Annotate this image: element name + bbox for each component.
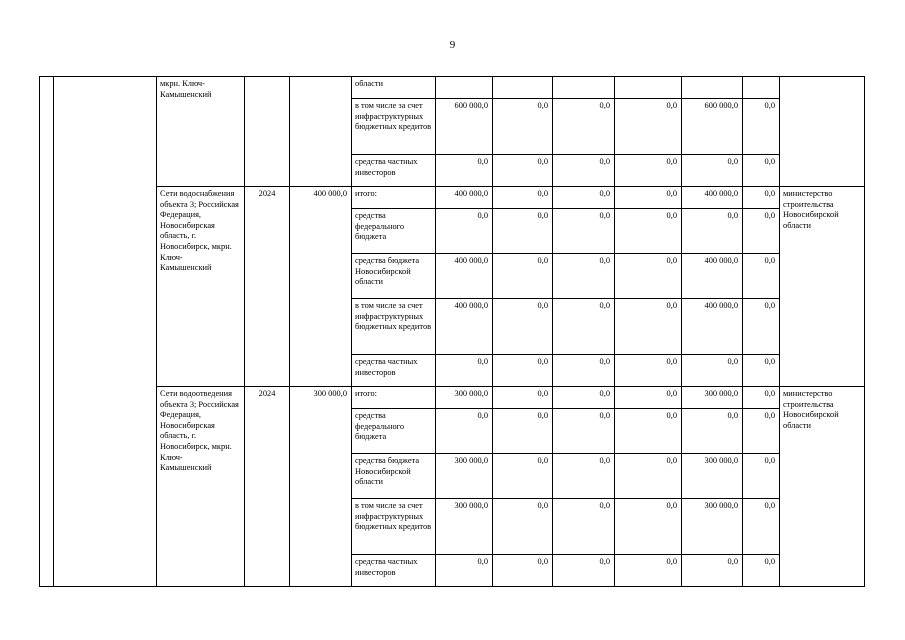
value-cell: 0,0 <box>493 409 553 454</box>
value-cell: 0,0 <box>615 454 682 499</box>
value-cell: 0,0 <box>553 555 615 587</box>
value-cell: 0,0 <box>436 209 493 254</box>
value-cell: 0,0 <box>436 155 493 187</box>
value-cell: 0,0 <box>436 555 493 587</box>
value-cell: 0,0 <box>553 155 615 187</box>
value-cell: 400 000,0 <box>436 254 493 299</box>
value-cell: 0,0 <box>493 254 553 299</box>
value-cell: 0,0 <box>553 187 615 209</box>
value-cell: 0,0 <box>743 187 780 209</box>
value-cell: 0,0 <box>493 355 553 387</box>
value-cell: 0,0 <box>743 555 780 587</box>
value-cell: 0,0 <box>493 454 553 499</box>
value-cell: 0,0 <box>615 187 682 209</box>
value-cell: 400 000,0 <box>682 299 743 355</box>
value-cell: 0,0 <box>553 387 615 409</box>
value-cell <box>553 77 615 99</box>
funding-source-cell: средства частных инвесторов <box>352 355 436 387</box>
value-cell: 0,0 <box>743 299 780 355</box>
value-cell: 0,0 <box>743 499 780 555</box>
value-cell: 0,0 <box>615 387 682 409</box>
value-cell: 400 000,0 <box>682 187 743 209</box>
value-cell: 0,0 <box>615 155 682 187</box>
value-cell: 0,0 <box>493 209 553 254</box>
value-cell: 0,0 <box>615 254 682 299</box>
funding-source-cell: средства федерального бюджета <box>352 209 436 254</box>
funding-source-cell: в том числе за счет инфраструктурных бюджетных кредитов <box>352 99 436 155</box>
responsible-agency-cell: министерство строительства Новосибирской области <box>780 187 865 387</box>
value-cell: 0,0 <box>493 99 553 155</box>
funding-source-cell: области <box>352 77 436 99</box>
value-cell <box>615 77 682 99</box>
value-cell <box>493 77 553 99</box>
value-cell: 0,0 <box>493 499 553 555</box>
value-cell: 0,0 <box>553 299 615 355</box>
value-cell: 400 000,0 <box>436 299 493 355</box>
budget-table <box>39 76 865 587</box>
value-cell <box>743 77 780 99</box>
value-cell: 0,0 <box>553 409 615 454</box>
value-cell: 0,0 <box>743 355 780 387</box>
value-cell: 0,0 <box>553 209 615 254</box>
object-total-cell <box>290 77 352 187</box>
responsible-agency-cell: министерство строительства Новосибирской области <box>780 387 865 587</box>
value-cell: 0,0 <box>493 387 553 409</box>
value-cell: 0,0 <box>553 499 615 555</box>
value-cell: 600 000,0 <box>436 99 493 155</box>
value-cell: 400 000,0 <box>682 254 743 299</box>
value-cell: 0,0 <box>615 99 682 155</box>
value-cell: 0,0 <box>615 355 682 387</box>
funding-source-cell: итого: <box>352 387 436 409</box>
year-cell <box>245 77 290 187</box>
value-cell: 0,0 <box>493 187 553 209</box>
value-cell: 0,0 <box>553 254 615 299</box>
object-name-cell: Сети водоотведения объекта 3; Российская Федерация, Новосибирская область, г. Новосибирск, мкрн. Ключ- Камышенский <box>157 387 245 587</box>
value-cell: 0,0 <box>682 155 743 187</box>
table-row <box>40 187 865 209</box>
year-cell: 2024 <box>245 187 290 387</box>
value-cell: 0,0 <box>493 155 553 187</box>
object-name-cell: Сети водоснабжения объекта 3; Российская Федерация, Новосибирская область, г. Новосибирск, мкрн. Ключ- Камышенский <box>157 187 245 387</box>
group-name-cell <box>54 77 157 587</box>
value-cell <box>682 77 743 99</box>
value-cell: 0,0 <box>553 454 615 499</box>
value-cell: 0,0 <box>615 499 682 555</box>
object-total-cell: 400 000,0 <box>290 187 352 387</box>
value-cell <box>436 77 493 99</box>
value-cell: 0,0 <box>743 155 780 187</box>
table-row <box>40 387 865 409</box>
year-cell: 2024 <box>245 387 290 587</box>
object-total-cell: 300 000,0 <box>290 387 352 587</box>
value-cell: 0,0 <box>682 409 743 454</box>
funding-source-cell: средства частных инвесторов <box>352 155 436 187</box>
value-cell: 300 000,0 <box>436 499 493 555</box>
value-cell: 300 000,0 <box>682 454 743 499</box>
value-cell: 0,0 <box>615 555 682 587</box>
value-cell: 0,0 <box>493 555 553 587</box>
value-cell: 300 000,0 <box>436 454 493 499</box>
value-cell: 0,0 <box>615 409 682 454</box>
value-cell: 0,0 <box>743 387 780 409</box>
value-cell: 0,0 <box>615 209 682 254</box>
value-cell: 0,0 <box>493 299 553 355</box>
value-cell: 0,0 <box>743 254 780 299</box>
funding-source-cell: средства бюджета Новосибирской области <box>352 454 436 499</box>
value-cell: 300 000,0 <box>436 387 493 409</box>
value-cell: 0,0 <box>436 409 493 454</box>
value-cell: 600 000,0 <box>682 99 743 155</box>
value-cell: 0,0 <box>743 209 780 254</box>
funding-source-cell: в том числе за счет инфраструктурных бюджетных кредитов <box>352 299 436 355</box>
value-cell: 0,0 <box>682 555 743 587</box>
responsible-agency-cell <box>780 77 865 187</box>
object-name-cell: мкрн. Ключ- Камышенский <box>157 77 245 187</box>
table-row <box>40 77 865 99</box>
page-number: 9 <box>449 39 456 51</box>
value-cell: 0,0 <box>436 355 493 387</box>
value-cell: 0,0 <box>682 209 743 254</box>
value-cell: 300 000,0 <box>682 499 743 555</box>
funding-source-cell: средства бюджета Новосибирской области <box>352 254 436 299</box>
value-cell: 0,0 <box>743 454 780 499</box>
value-cell: 0,0 <box>553 99 615 155</box>
value-cell: 400 000,0 <box>436 187 493 209</box>
value-cell: 300 000,0 <box>682 387 743 409</box>
value-cell: 0,0 <box>743 409 780 454</box>
row-index-cell <box>40 77 54 587</box>
value-cell: 0,0 <box>682 355 743 387</box>
funding-source-cell: средства федерального бюджета <box>352 409 436 454</box>
funding-source-cell: итого: <box>352 187 436 209</box>
value-cell: 0,0 <box>743 99 780 155</box>
funding-source-cell: в том числе за счет инфраструктурных бюджетных кредитов <box>352 499 436 555</box>
funding-source-cell: средства частных инвесторов <box>352 555 436 587</box>
value-cell: 0,0 <box>553 355 615 387</box>
value-cell: 0,0 <box>615 299 682 355</box>
